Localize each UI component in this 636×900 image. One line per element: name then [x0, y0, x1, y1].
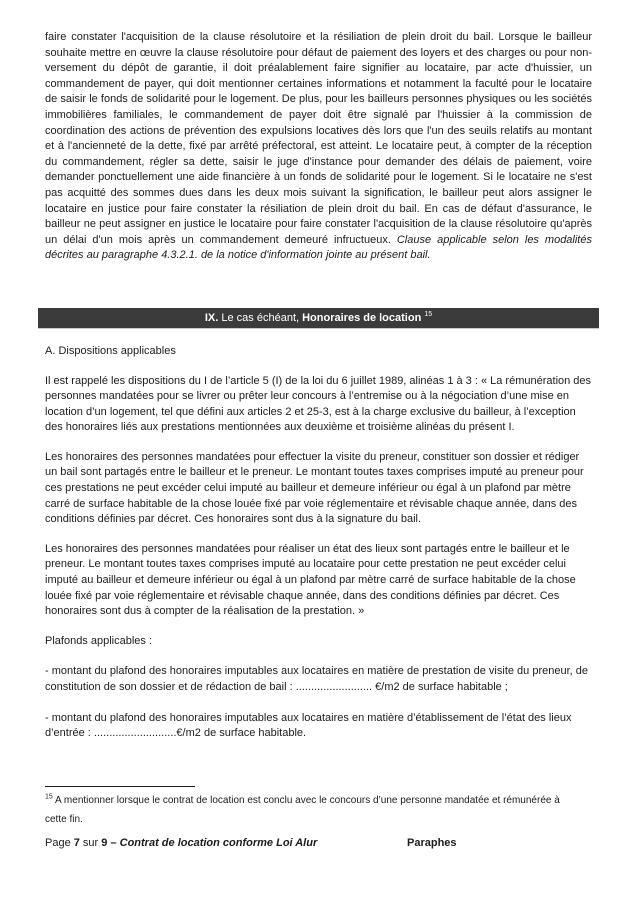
intro-text: faire constater l'acquisition de la clause résolutoire et la résiliation de plein droit du bail. Lorsque le bailleur souhaite mettre en œuvre la clause résolutoire pour défaut de paiement des loyers et des charges ou pour non-versement du dépôt de garantie, il doit préalablement faire signifier au locataire, par acte d'huissier, un commandement de payer, qui doit mentionner certaines informations et notamment la faculté pour le locataire de saisir le fonds de solidarité pour le logement. De plus, pour les bailleurs personnes physiques ou les sociétés immobilières familiales, le commandement de payer doit être signalé par l'huissier à la commission de coordination des actions de prévention des expulsions locatives dès lors que l'un des seuils relatifs au montant et à l'ancienneté de la dette, fixé par arrêté préfectoral, est atteint. Le locataire peut, à compter de la réception du commandement, régler sa dette, saisir le juge d'instance pour demander des délais de paiement, voire demander ponctuellement une aide financière à un fonds de solidarité pour le logement. Si le locataire ne s'est pas acquitté des sommes dues dans les deux mois suivant la signification, le bailleur peut alors assigner le locataire en justice pour faire constater la résiliation de plein droit du bail. En cas de défaut d'assurance, le bailleur ne peut assigner en justice le locataire pour faire constater l'acquisition de la clause résolutoire qu'après un délai d'un mois après un commandement demeuré infructueux.	[45, 31, 592, 246]
paragraph-honoraires-visite: Les honoraires des personnes mandatées pour effectuer la visite du preneur, constituer son dossier et rédiger un bail sont partagés entre le bailleur et le preneur. Le montant toutes taxes comprises imputé au preneur pour ces prestations ne peut excéder celui imputé au bailleur et demeure inférieur ou égal à un plafond par mètre carré de surface habitable de la chose louée fixé par voie réglementaire et révisable chaque année, dans des conditions définies par décret. Ces honoraires sont dus à la signature du bail.	[45, 450, 584, 526]
subsection-heading: A. Dispositions applicables	[45, 344, 176, 357]
paragraph-dispositions: Il est rappelé les dispositions du I de l’article 5 (I) de la loi du 6 juillet 1989, alinéas 1 à 3 : « La rémunération des personnes mandatées pour se livrer ou prêter leur concours à l’entremise ou à la négociation d’une mise en location d’un logement, tel que défini aux articles 2 et 25-3, est à la charge exclusive du bailleur, à l’exception des honoraires liés aux prestations mentionnées aux deuxième et troisième alinéas du présent I.	[45, 374, 592, 434]
footer-sur-word: sur	[79, 837, 102, 849]
section-numeral: IX.	[204, 311, 219, 324]
footer-paraphes-label: Paraphes	[407, 837, 457, 849]
page-content	[45, 30, 592, 742]
footer-total-pages: 9	[101, 837, 108, 849]
footer-page-number: 7	[73, 837, 80, 849]
footnote-area	[45, 786, 592, 829]
section-connector: Le cas échéant,	[218, 311, 303, 324]
plafond-item-etat-des-lieux: - montant du plafond des honoraires imputables aux locataires en matière d’établissement de l’état des lieux d’entrée : ...........................€/m2 de surface habitable.	[45, 711, 572, 740]
plafond-item-visite: - montant du plafond des honoraires imputables aux locataires en matière de prestation de visite du preneur, de constitution de son dossier et de rédaction de bail : ......................... €/m2 de surface habitable ;	[45, 665, 588, 693]
footnote-divider	[45, 786, 195, 787]
footer-doc-title: Contrat de location conforme Loi Alur	[119, 837, 318, 849]
plafonds-label: Plafonds applicables :	[45, 634, 153, 647]
paragraph-honoraires-etat-des-lieux: Les honoraires des personnes mandatées pour réaliser un état des lieux sont partagés entre le bailleur et le preneur. Le montant toutes taxes comprises imputé au locataire pour cette prestation ne peut excéder celui imputé au bailleur et demeure inférieur ou égal à un plafond par mètre carré de surface habitable de la chose louée fixé par voie réglementaire et révisable chaque année, dans des conditions définies par décret. Ces honoraires sont dus à compter de la réalisation de la prestation. »	[45, 542, 576, 618]
footnote	[45, 792, 580, 829]
section-title: Honoraires de location	[302, 311, 422, 324]
footer-separator: –	[107, 837, 120, 849]
footnote-text: A mentionner lorsque le contrat de location est conclu avec le concours d’une personne mandatée et rémunérée à cette fin.	[45, 795, 560, 825]
intro-paragraph	[45, 30, 592, 264]
footnote-ref: 15	[45, 793, 53, 801]
section-header-bar	[38, 308, 599, 329]
page-footer	[45, 836, 592, 850]
footer-page-word: Page	[45, 837, 74, 849]
intro-italic-clause: Clause applicable selon les modalités décrites au paragraphe 4.3.2.1. de la notice d'information jointe au présent bail.	[45, 233, 592, 262]
section-footnote-ref: 15	[424, 311, 433, 319]
footer-page-info	[45, 837, 317, 849]
